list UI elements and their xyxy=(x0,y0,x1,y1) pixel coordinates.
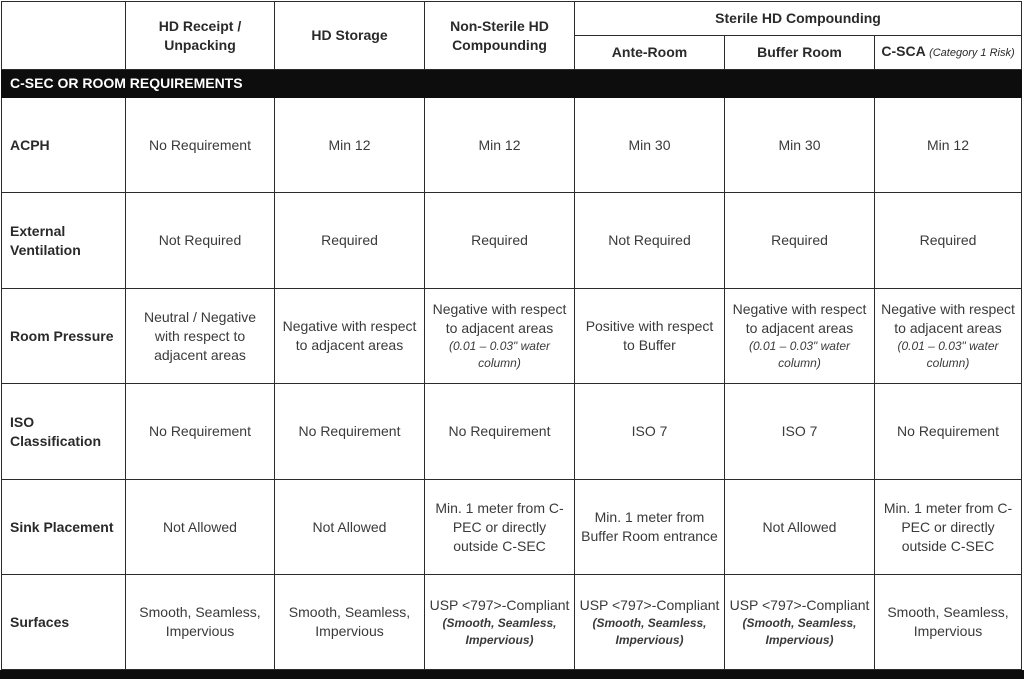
cell-iso-storage: No Requirement xyxy=(275,384,425,480)
surfaces-anteroom-note: (Smooth, Seamless, Impervious) xyxy=(592,615,707,647)
row-header-iso: ISO Classification xyxy=(2,384,126,480)
surfaces-anteroom-text: USP <797>-Compliant xyxy=(579,596,720,613)
cell-acph-csca: Min 12 xyxy=(875,98,1022,193)
cell-ventilation-nonsterile: Required xyxy=(425,193,575,289)
col-header-sterile-group: Sterile HD Compounding xyxy=(575,2,1022,36)
cell-pressure-nonsterile xyxy=(425,289,575,384)
cell-sink-receipt: Not Allowed xyxy=(126,480,275,575)
cell-iso-buffer: ISO 7 xyxy=(725,384,875,480)
surfaces-nonsterile-text: USP <797>-Compliant xyxy=(429,596,570,613)
cell-pressure-anteroom: Positive with respect to Buffer xyxy=(575,289,725,384)
cell-acph-receipt: No Requirement xyxy=(126,98,275,193)
col-header-anteroom: Ante-Room xyxy=(575,36,725,70)
cell-surfaces-receipt: Smooth, Seamless, Impervious xyxy=(126,575,275,670)
cell-acph-anteroom: Min 30 xyxy=(575,98,725,193)
table-row xyxy=(2,480,1022,575)
cell-acph-nonsterile: Min 12 xyxy=(425,98,575,193)
cell-sink-buffer: Not Allowed xyxy=(725,480,875,575)
cell-ventilation-buffer: Required xyxy=(725,193,875,289)
cell-acph-buffer: Min 30 xyxy=(725,98,875,193)
col-header-receipt: HD Receipt / Unpacking xyxy=(126,2,275,70)
corner-cell xyxy=(2,2,126,70)
section-title: C-SEC OR ROOM REQUIREMENTS xyxy=(2,70,1022,98)
surfaces-buffer-text: USP <797>-Compliant xyxy=(729,596,870,613)
table-row xyxy=(2,384,1022,480)
cell-sink-csca: Min. 1 meter from C-PEC or directly outside C-SEC xyxy=(875,480,1022,575)
csca-category-note: (Category 1 Risk) xyxy=(929,47,1015,59)
col-header-storage: HD Storage xyxy=(275,2,425,70)
surfaces-nonsterile-note: (Smooth, Seamless, Impervious) xyxy=(442,615,557,647)
cell-acph-storage: Min 12 xyxy=(275,98,425,193)
col-header-buffer: Buffer Room xyxy=(725,36,875,70)
pressure-buffer-text: Negative with respect to adjacent areas xyxy=(732,301,867,336)
cell-surfaces-buffer xyxy=(725,575,875,670)
cell-ventilation-storage: Required xyxy=(275,193,425,289)
row-header-pressure: Room Pressure xyxy=(2,289,126,384)
cell-iso-anteroom: ISO 7 xyxy=(575,384,725,480)
cell-pressure-buffer xyxy=(725,289,875,384)
row-header-acph: ACPH xyxy=(2,98,126,193)
table-row xyxy=(2,575,1022,670)
col-header-nonsterile: Non-Sterile HD Compounding xyxy=(425,2,575,70)
cell-ventilation-anteroom: Not Required xyxy=(575,193,725,289)
cell-sink-storage: Not Allowed xyxy=(275,480,425,575)
cell-pressure-storage: Negative with respect to adjacent areas xyxy=(275,289,425,384)
row-header-sink: Sink Placement xyxy=(2,480,126,575)
cell-surfaces-csca: Smooth, Seamless, Impervious xyxy=(875,575,1022,670)
cell-sink-nonsterile: Min. 1 meter from C-PEC or directly outside C-SEC xyxy=(425,480,575,575)
pressure-nonsterile-note: (0.01 – 0.03" water column) xyxy=(449,339,550,370)
cell-surfaces-anteroom xyxy=(575,575,725,670)
pressure-csca-note: (0.01 – 0.03" water column) xyxy=(897,339,999,370)
pressure-csca-text: Negative with respect to adjacent areas xyxy=(881,301,1015,336)
cell-iso-nonsterile: No Requirement xyxy=(425,384,575,480)
cell-sink-anteroom: Min. 1 meter from Buffer Room entrance xyxy=(575,480,725,575)
row-header-surfaces: Surfaces xyxy=(2,575,126,670)
table-row xyxy=(2,289,1022,384)
cell-iso-csca: No Requirement xyxy=(875,384,1022,480)
table-row xyxy=(2,98,1022,193)
requirements-table xyxy=(1,1,1022,670)
pressure-nonsterile-text: Negative with respect to adjacent areas xyxy=(432,301,567,336)
cell-surfaces-storage: Smooth, Seamless, Impervious xyxy=(275,575,425,670)
cell-pressure-receipt: Neutral / Negative with respect to adjacent areas xyxy=(126,289,275,384)
cell-ventilation-csca: Required xyxy=(875,193,1022,289)
cell-ventilation-receipt: Not Required xyxy=(126,193,275,289)
bottom-bar xyxy=(0,670,1024,679)
pressure-buffer-note: (0.01 – 0.03" water column) xyxy=(749,339,850,370)
cell-surfaces-nonsterile xyxy=(425,575,575,670)
cell-iso-receipt: No Requirement xyxy=(126,384,275,480)
cell-pressure-csca xyxy=(875,289,1022,384)
col-header-csca xyxy=(875,36,1022,70)
surfaces-buffer-note: (Smooth, Seamless, Impervious) xyxy=(742,615,857,647)
row-header-ventilation: External Ventilation xyxy=(2,193,126,289)
csca-label: C-SCA xyxy=(881,43,926,59)
table-row xyxy=(2,193,1022,289)
